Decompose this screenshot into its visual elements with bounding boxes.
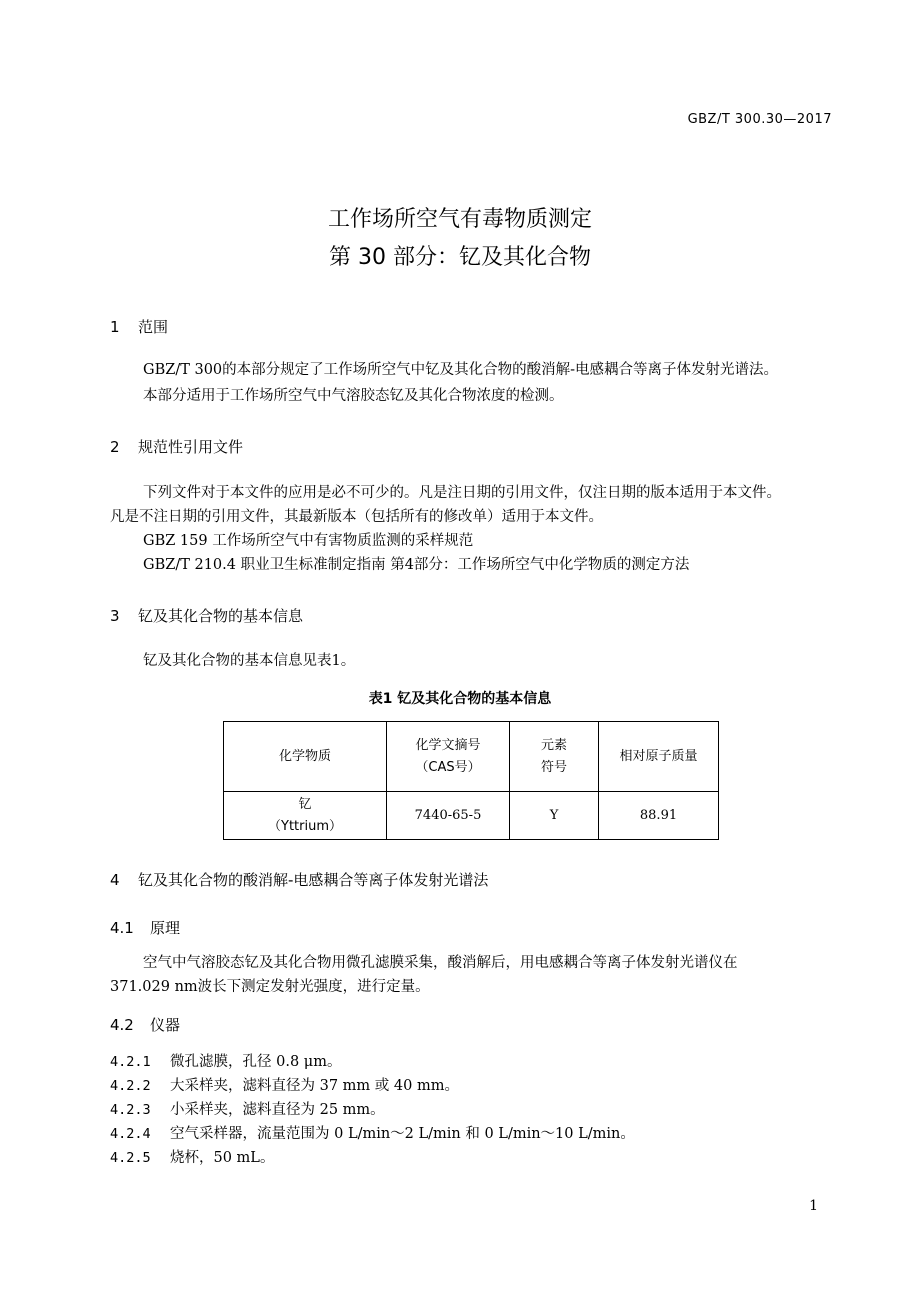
cell-substance bbox=[224, 792, 387, 840]
list-item bbox=[110, 1146, 274, 1167]
section-number: 1 bbox=[110, 318, 120, 336]
paragraph: GBZ/T 300的本部分规定了工作场所空气中钇及其化合物的酸消解-电感耦合等离子体发射光谱法。 bbox=[143, 362, 779, 378]
section-4-1-heading bbox=[110, 917, 180, 938]
item-text: 小采样夹，滤料直径为 25 mm。 bbox=[170, 1102, 385, 1118]
item-text: 微孔滤膜，孔径 0.8 μm。 bbox=[170, 1054, 342, 1070]
paragraph: 371.029 nm波长下测定发射光强度，进行定量。 bbox=[110, 979, 430, 995]
header-symbol-line1: 元素 bbox=[540, 737, 567, 753]
list-item bbox=[110, 1050, 341, 1071]
cell-symbol: Y bbox=[510, 792, 599, 840]
section-4-2-heading bbox=[110, 1014, 180, 1035]
section-number: 4 bbox=[110, 871, 120, 889]
standard-code: GBZ/T 300.30—2017 bbox=[687, 112, 832, 127]
item-text: 空气采样器，流量范围为 0 L/min～2 L/min 和 0 L/min～10 L/min。 bbox=[170, 1126, 635, 1142]
paragraph: 钇及其化合物的基本信息见表1。 bbox=[143, 653, 356, 669]
table-caption: 表1 钇及其化合物的基本信息 bbox=[368, 691, 552, 707]
section-1-heading bbox=[110, 316, 168, 337]
item-number: 4.2.5 bbox=[110, 1150, 151, 1166]
item-text: 烧杯，50 mL。 bbox=[170, 1150, 275, 1166]
item-number: 4.2.2 bbox=[110, 1078, 151, 1094]
section-number: 3 bbox=[110, 607, 120, 625]
section-number: 4.2 bbox=[110, 1016, 134, 1034]
paragraph: 凡是不注日期的引用文件，其最新版本（包括所有的修改单）适用于本文件。 bbox=[110, 509, 603, 525]
table-header-row bbox=[224, 722, 719, 792]
section-number: 2 bbox=[110, 438, 120, 456]
section-title: 钇及其化合物的酸消解-电感耦合等离子体发射光谱法 bbox=[138, 871, 489, 889]
section-title: 仪器 bbox=[150, 1016, 181, 1034]
item-number: 4.2.4 bbox=[110, 1126, 151, 1142]
basic-info-table bbox=[223, 721, 719, 840]
section-title: 钇及其化合物的基本信息 bbox=[138, 607, 304, 625]
paragraph: 空气中气溶胶态钇及其化合物用微孔滤膜采集，酸消解后，用电感耦合等离子体发射光谱仪在 bbox=[143, 955, 738, 971]
item-text: 大采样夹，滤料直径为 37 mm 或 40 mm。 bbox=[170, 1078, 459, 1094]
table-row bbox=[224, 792, 719, 840]
list-item bbox=[110, 1122, 635, 1143]
item-number: 4.2.1 bbox=[110, 1054, 151, 1070]
header-substance: 化学物质 bbox=[224, 722, 387, 792]
paragraph: 本部分适用于工作场所空气中气溶胶态钇及其化合物浓度的检测。 bbox=[143, 388, 564, 404]
section-title: 范围 bbox=[138, 318, 169, 336]
cell-cas: 7440-65-5 bbox=[387, 792, 510, 840]
document-title: 工作场所空气有毒物质测定 bbox=[327, 207, 592, 232]
normative-reference: GBZ 159 工作场所空气中有害物质监测的采样规范 bbox=[143, 533, 474, 549]
normative-reference: GBZ/T 210.4 职业卫生标准制定指南 第4部分：工作场所空气中化学物质的测定方法 bbox=[143, 557, 690, 573]
page-number: 1 bbox=[809, 1198, 818, 1214]
header-mass: 相对原子质量 bbox=[599, 722, 719, 792]
header-cas-line1: 化学文摘号 bbox=[415, 737, 481, 753]
list-item bbox=[110, 1098, 385, 1119]
header-symbol bbox=[510, 722, 599, 792]
header-cas bbox=[387, 722, 510, 792]
substance-en: （Yttrium） bbox=[268, 818, 342, 834]
cell-mass: 88.91 bbox=[599, 792, 719, 840]
paragraph: 下列文件对于本文件的应用是必不可少的。凡是注日期的引用文件，仅注日期的版本适用于本文件。 bbox=[143, 485, 781, 501]
section-3-heading bbox=[110, 605, 303, 626]
substance-cn: 钇 bbox=[298, 796, 312, 812]
document-subtitle: 第 30 部分：钇及其化合物 bbox=[329, 245, 591, 270]
header-symbol-line2: 符号 bbox=[540, 759, 567, 775]
item-number: 4.2.3 bbox=[110, 1102, 151, 1118]
list-item bbox=[110, 1074, 459, 1095]
section-title: 规范性引用文件 bbox=[138, 438, 244, 456]
section-number: 4.1 bbox=[110, 919, 134, 937]
section-title: 原理 bbox=[150, 919, 181, 937]
header-cas-line2: （CAS号） bbox=[415, 759, 481, 775]
section-2-heading bbox=[110, 436, 243, 457]
section-4-heading bbox=[110, 869, 488, 890]
